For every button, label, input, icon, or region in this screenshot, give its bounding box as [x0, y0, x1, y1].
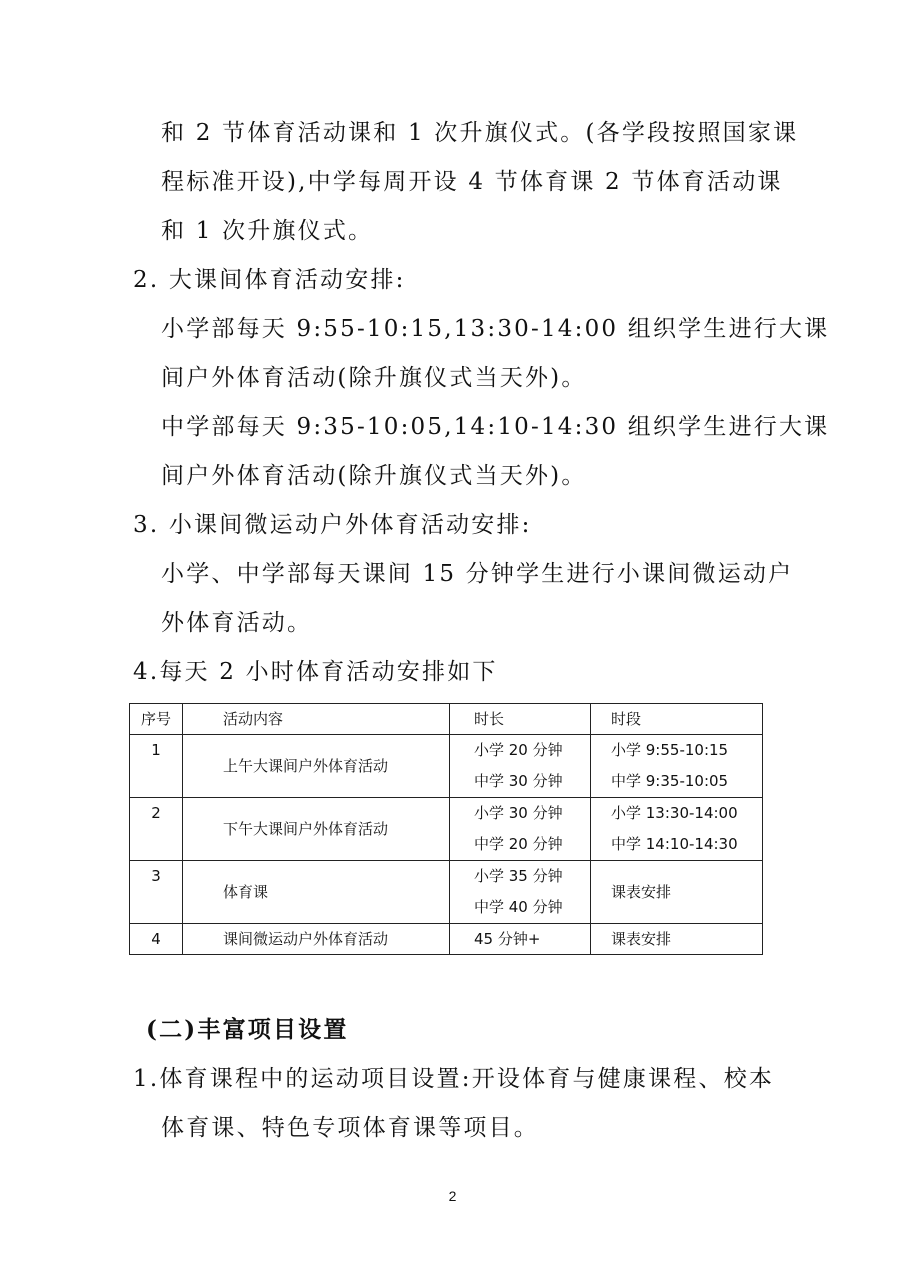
- period-line: 中学 14:10-14:30: [611, 835, 738, 853]
- section-heading: (二)丰富项目设置: [146, 1016, 349, 1043]
- table-row: [130, 798, 763, 861]
- table-row: [130, 924, 763, 955]
- row-index: 1: [130, 735, 183, 798]
- list-item-heading: 2. 大课间体育活动安排:: [133, 267, 406, 293]
- duration-line: 小学 20 分钟: [474, 741, 563, 759]
- paragraph-line: 间户外体育活动(除升旗仪式当天外)。: [161, 365, 587, 391]
- duration-line: 小学 35 分钟: [474, 867, 563, 885]
- paragraph-line: 小学、中学部每天课间 15 分钟学生进行小课间微运动户: [161, 561, 794, 587]
- row-period: 课表安排: [591, 861, 763, 924]
- table-header-row: [130, 704, 763, 735]
- duration-line: 中学 30 分钟: [474, 772, 563, 790]
- table-row: [130, 861, 763, 924]
- period-line: 中学 9:35-10:05: [611, 772, 729, 790]
- paragraph-line: 体育课、特色专项体育课等项目。: [161, 1115, 539, 1141]
- header-activity: 活动内容: [183, 704, 450, 735]
- schedule-table: [129, 703, 763, 955]
- row-activity: 体育课: [183, 861, 450, 924]
- paragraph-line: 中学部每天 9:35-10:05,14:10-14:30 组织学生进行大课: [161, 414, 830, 440]
- paragraph-line: 外体育活动。: [161, 610, 313, 636]
- row-duration: 45 分钟+: [450, 924, 591, 955]
- row-activity: 下午大课间户外体育活动: [183, 798, 450, 861]
- paragraph-line: 小学部每天 9:55-10:15,13:30-14:00 组织学生进行大课: [161, 316, 830, 342]
- row-duration: [450, 798, 591, 861]
- row-period: 课表安排: [591, 924, 763, 955]
- list-item-heading: 3. 小课间微运动户外体育活动安排:: [133, 512, 532, 538]
- row-duration: [450, 861, 591, 924]
- row-activity: 上午大课间户外体育活动: [183, 735, 450, 798]
- row-index: 4: [130, 924, 183, 955]
- page-number: 2: [448, 1188, 457, 1204]
- duration-line: 中学 40 分钟: [474, 898, 563, 916]
- duration-line: 小学 30 分钟: [474, 804, 563, 822]
- table-row: [130, 735, 763, 798]
- paragraph-line: 1.体育课程中的运动项目设置:开设体育与健康课程、校本: [133, 1066, 775, 1092]
- period-line: 小学 13:30-14:00: [611, 804, 738, 822]
- row-index: 3: [130, 861, 183, 924]
- period-line: 小学 9:55-10:15: [611, 741, 729, 759]
- duration-line: 中学 20 分钟: [474, 835, 563, 853]
- paragraph-line: 间户外体育活动(除升旗仪式当天外)。: [161, 463, 587, 489]
- row-period: [591, 798, 763, 861]
- row-duration: [450, 735, 591, 798]
- paragraph-line: 和 2 节体育活动课和 1 次升旗仪式。(各学段按照国家课: [161, 120, 799, 146]
- header-duration: 时长: [450, 704, 591, 735]
- header-index: 序号: [130, 704, 183, 735]
- row-activity: 课间微运动户外体育活动: [183, 924, 450, 955]
- row-period: [591, 735, 763, 798]
- header-period: 时段: [591, 704, 763, 735]
- paragraph-line: 程标准开设),中学每周开设 4 节体育课 2 节体育活动课: [161, 169, 783, 195]
- list-item-heading: 4.每天 2 小时体育活动安排如下: [133, 659, 498, 685]
- paragraph-line: 和 1 次升旗仪式。: [161, 218, 374, 244]
- row-index: 2: [130, 798, 183, 861]
